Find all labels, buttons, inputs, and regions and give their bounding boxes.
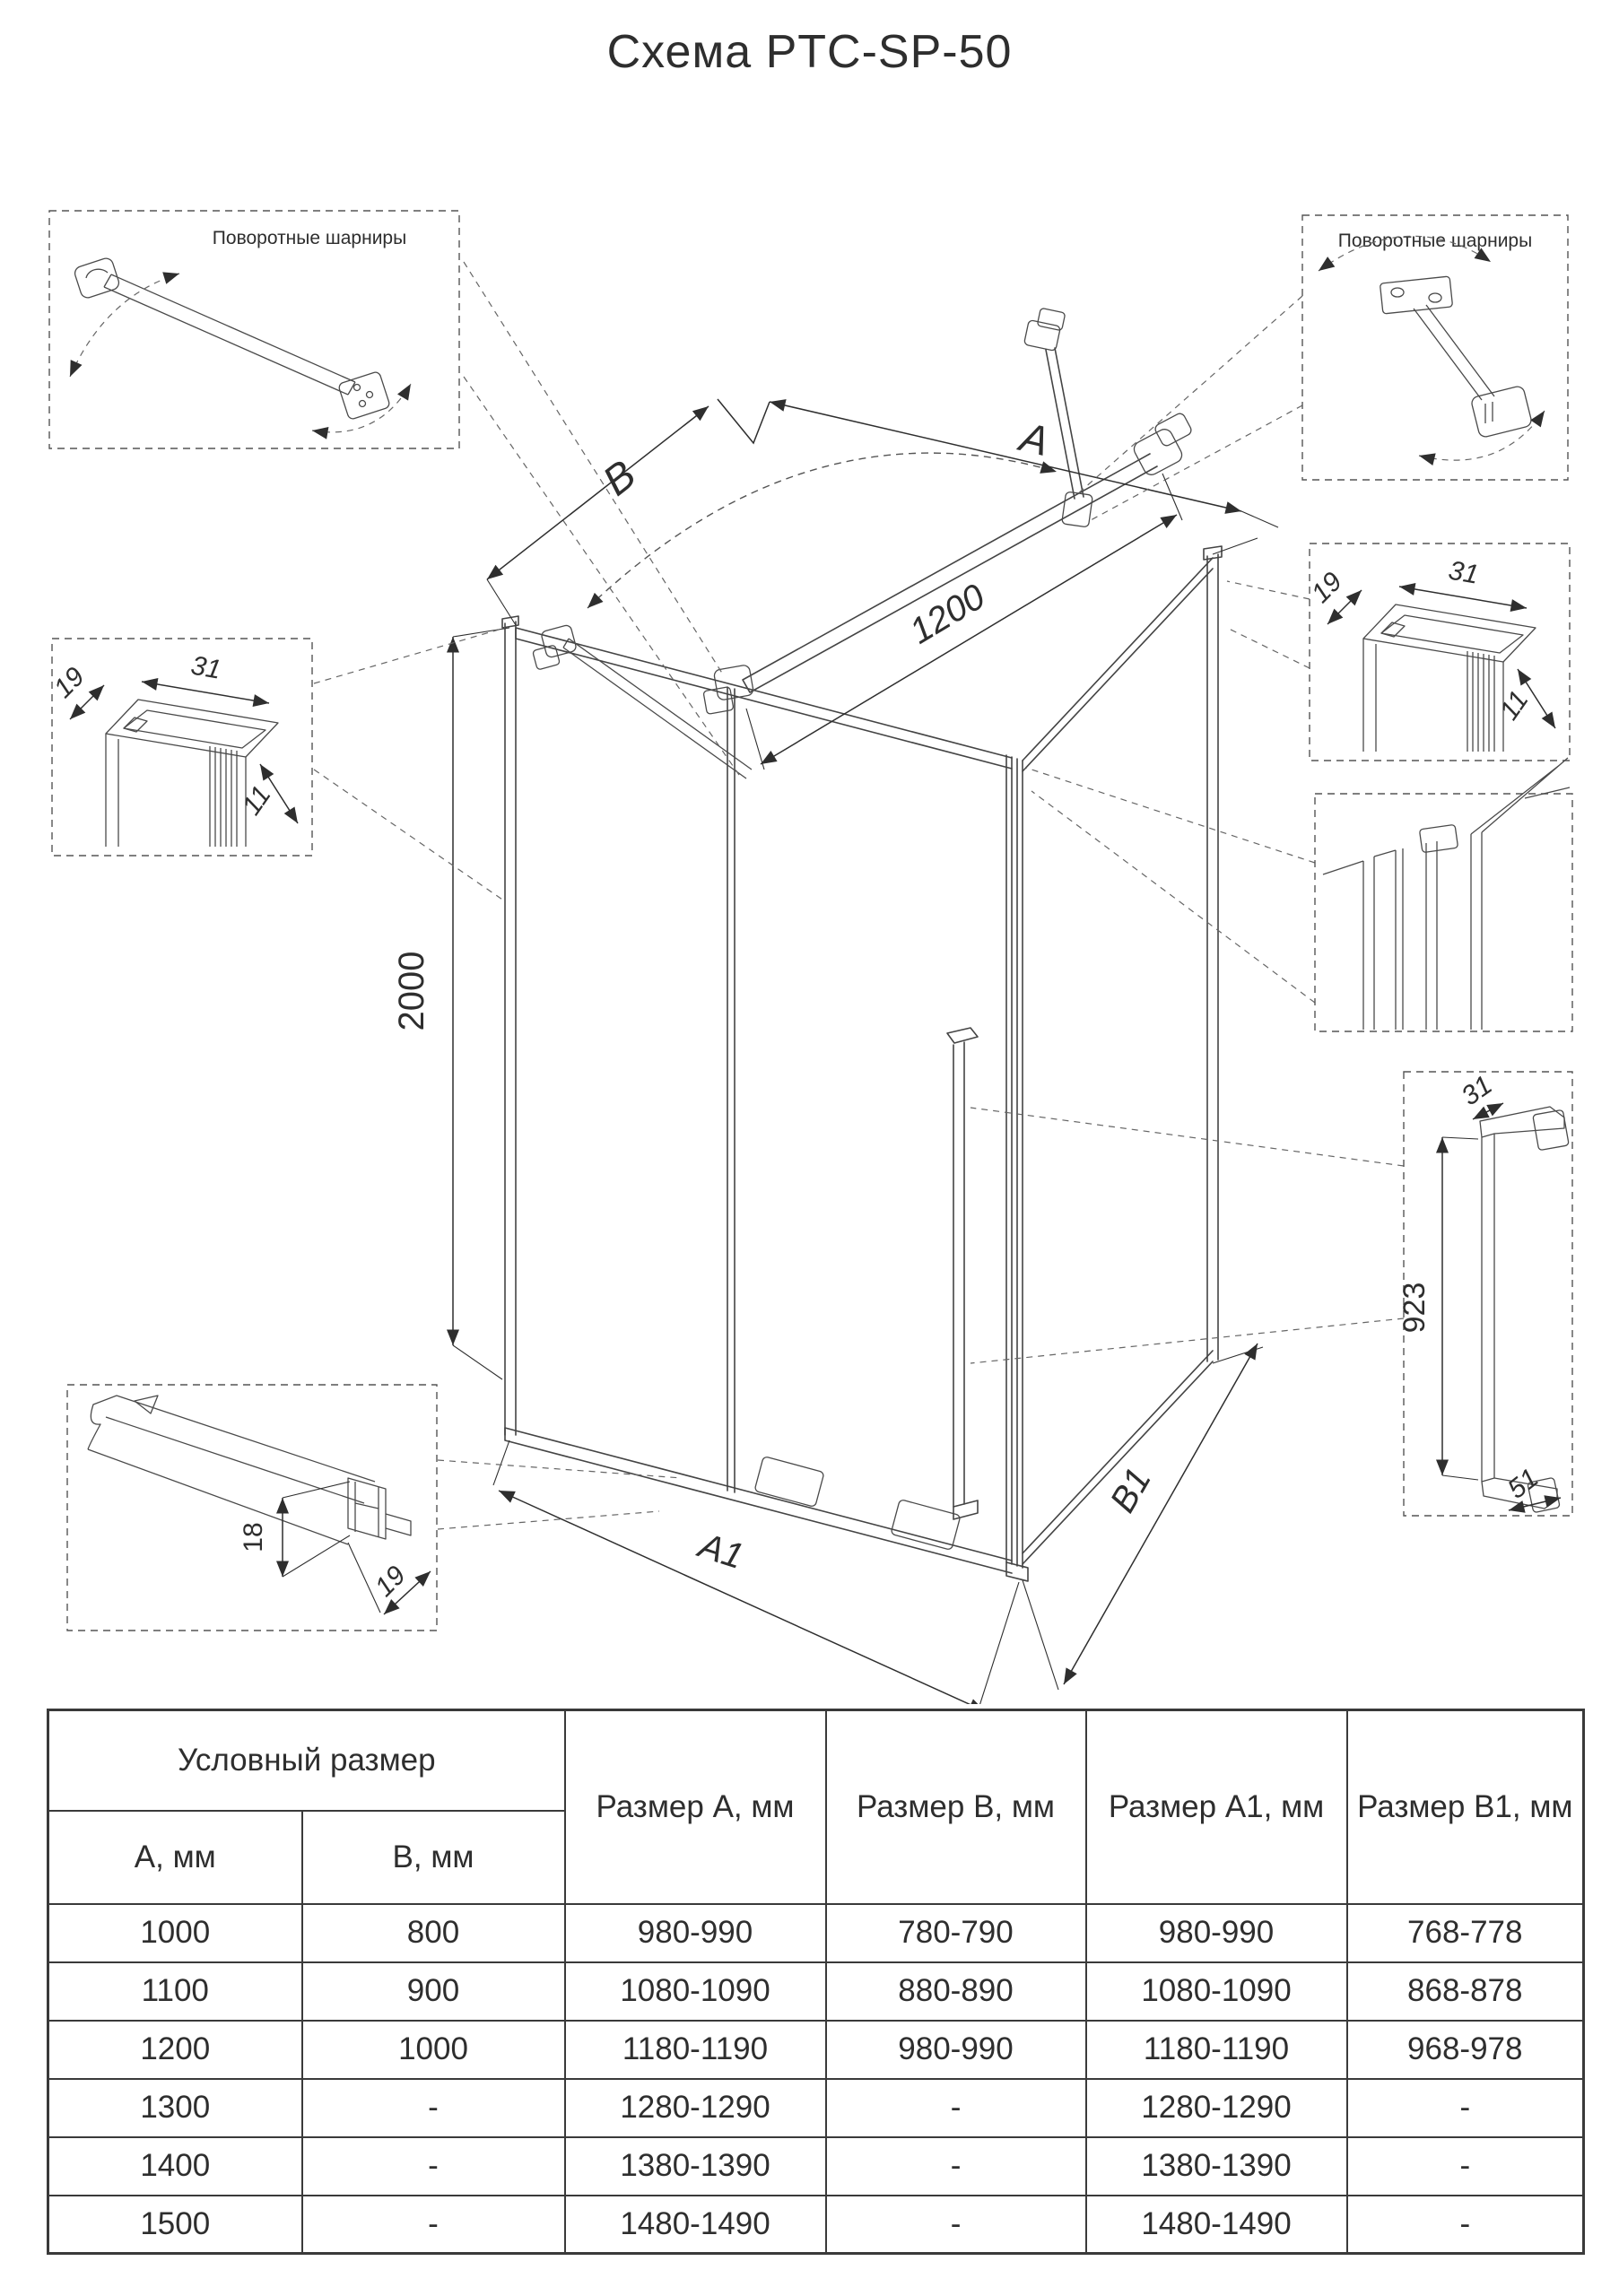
detail-wall-profile-left bbox=[48, 639, 312, 856]
detail-wall-profile-right bbox=[1306, 544, 1570, 761]
table-row bbox=[48, 1962, 1584, 2021]
cell: - bbox=[302, 2137, 565, 2196]
size-table bbox=[47, 1709, 1585, 2255]
cell: - bbox=[826, 2079, 1086, 2137]
cell: 1380-1390 bbox=[565, 2137, 826, 2196]
cell: 980-990 bbox=[565, 1904, 826, 1962]
handle-width-label: 31 bbox=[1456, 1070, 1498, 1112]
cell: 1080-1090 bbox=[1086, 1962, 1347, 2021]
dim-a-label: A bbox=[1015, 413, 1054, 465]
table-row bbox=[48, 2196, 1584, 2254]
col-header-size-b: Размер В, мм bbox=[826, 1710, 1086, 1904]
cell: 980-990 bbox=[826, 2021, 1086, 2079]
col-header-nominal: Условный размер bbox=[48, 1710, 565, 1811]
cell: 780-790 bbox=[826, 1904, 1086, 1962]
sub-header-b: В, мм bbox=[302, 1811, 565, 1904]
door-guide-blocks bbox=[754, 1457, 961, 1551]
cell: 1180-1190 bbox=[1086, 2021, 1347, 2079]
cell: 1380-1390 bbox=[1086, 2137, 1347, 2196]
cell: 968-978 bbox=[1347, 2021, 1584, 2079]
dim-height-label: 2000 bbox=[392, 951, 431, 1031]
detail-leaders bbox=[314, 262, 1404, 1529]
door-swing-arc bbox=[588, 453, 1057, 608]
cell: - bbox=[1347, 2196, 1584, 2254]
cell: 1280-1290 bbox=[565, 2079, 826, 2137]
dim-b-label: B bbox=[594, 450, 645, 505]
cell: 768-778 bbox=[1347, 1904, 1584, 1962]
cell: 1080-1090 bbox=[565, 1962, 826, 2021]
main-dimensions bbox=[392, 399, 1278, 1704]
col-header-size-a1: Размер А1, мм bbox=[1086, 1710, 1347, 1904]
detail-hinge-left bbox=[49, 211, 459, 448]
rail-height-label: 18 bbox=[239, 1522, 268, 1552]
detail-hinge-right bbox=[1302, 215, 1568, 480]
col-header-size-b1: Размер В1, мм bbox=[1347, 1710, 1584, 1904]
cell: 800 bbox=[302, 1904, 565, 1962]
door-handle bbox=[947, 1028, 978, 1519]
handle-depth-label: 51 bbox=[1501, 1463, 1545, 1505]
profile-width-label: 31 bbox=[188, 650, 223, 685]
cell: 1480-1490 bbox=[565, 2196, 826, 2254]
cell: - bbox=[1347, 2137, 1584, 2196]
cell: - bbox=[302, 2196, 565, 2254]
detail-hinge-right-label: Поворотные шарниры bbox=[1337, 230, 1533, 251]
cell: 880-890 bbox=[826, 1962, 1086, 2021]
cell: 1100 bbox=[48, 1962, 302, 2021]
cell: - bbox=[826, 2196, 1086, 2254]
sub-header-a: А, мм bbox=[48, 1811, 302, 1904]
enclosure-drawing bbox=[502, 308, 1222, 1581]
detail-glass-junction bbox=[1315, 758, 1572, 1031]
dim-bar-label: 1200 bbox=[902, 577, 992, 652]
profile-glass-label: 11 bbox=[236, 780, 277, 821]
cell: 1480-1490 bbox=[1086, 2196, 1347, 2254]
table-row bbox=[48, 2021, 1584, 2079]
profile-depth-label: 19 bbox=[48, 661, 91, 704]
cell: - bbox=[1347, 2079, 1584, 2137]
dim-a1-label: A1 bbox=[693, 1526, 749, 1578]
table-row bbox=[48, 1904, 1584, 1962]
rail-depth-label: 19 bbox=[369, 1560, 412, 1603]
cell: 1200 bbox=[48, 2021, 302, 2079]
cell: 1300 bbox=[48, 2079, 302, 2137]
cell: - bbox=[826, 2137, 1086, 2196]
detail-bottom-rail bbox=[67, 1385, 437, 1631]
cell: 1000 bbox=[48, 1904, 302, 1962]
page-title: Схема PTC-SP-50 bbox=[606, 26, 1013, 78]
support-bar-ghost bbox=[533, 624, 752, 778]
cell: - bbox=[302, 2079, 565, 2137]
cell: 868-878 bbox=[1347, 1962, 1584, 2021]
dim-b1-label: B1 bbox=[1102, 1461, 1160, 1519]
cell: 1500 bbox=[48, 2196, 302, 2254]
detail-hinge-left-label: Поворотные шарниры bbox=[212, 228, 407, 248]
cell: 1180-1190 bbox=[565, 2021, 826, 2079]
cell: 1000 bbox=[302, 2021, 565, 2079]
detail-handle bbox=[1397, 1070, 1572, 1516]
col-header-size-a: Размер А, мм bbox=[565, 1710, 826, 1904]
cell: 900 bbox=[302, 1962, 565, 2021]
table-row bbox=[48, 2079, 1584, 2137]
handle-height-label: 923 bbox=[1397, 1282, 1432, 1334]
cell: 1400 bbox=[48, 2137, 302, 2196]
cell: 1280-1290 bbox=[1086, 2079, 1347, 2137]
cell: 980-990 bbox=[1086, 1904, 1347, 1962]
table-row bbox=[48, 2137, 1584, 2196]
